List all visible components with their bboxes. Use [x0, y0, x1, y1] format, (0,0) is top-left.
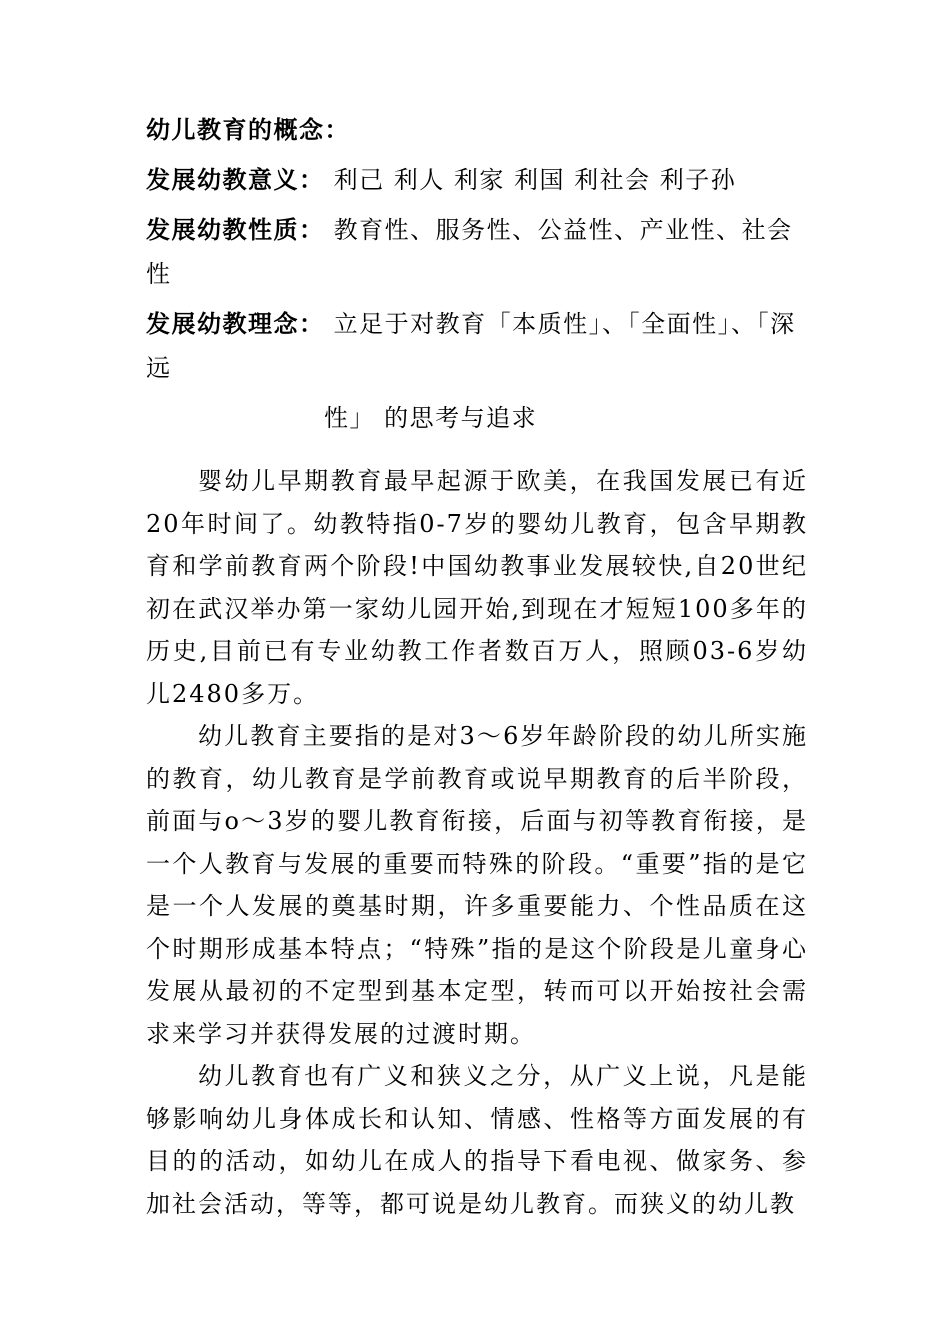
- concept-row: [146, 302, 808, 390]
- body-paragraph-1: 婴幼儿早期教育最早起源于欧美，在我国发展已有近20年时间了。幼教特指0-7岁的婴幼儿教育，包含早期教育和学前教育两个阶段!中国幼教事业发展较快,自20世纪初在武汉举办第一家幼儿园开始,到现在才短短100多年的历史,目前已有专业幼教工作者数百万人，照顾03-6岁幼儿2480多万。: [146, 467, 808, 708]
- section-spacer: [146, 440, 808, 460]
- significance-row: [146, 158, 808, 202]
- concept-text: 立足于对教育「本质性」、「全面性」、「深远: [146, 310, 796, 382]
- nature-text: 教育性、服务性、公益性、产业性、社会性: [146, 216, 793, 288]
- body-paragraph-2: 幼儿教育主要指的是对3～6岁年龄阶段的幼儿所实施的教育，幼儿教育是学前教育或说早期教育的后半阶段，前面与o～3岁的婴儿教育衔接，后面与初等教育衔接，是一个人教育与发展的重要而特殊的阶段。“重要”指的是它是一个人发展的奠基时期，许多重要能力、个性品质在这个时期形成基本特点；“特殊”指的是这个阶段是儿童身心发展从最初的不定型到基本定型，转而可以开始按社会需求来学习并获得发展的过渡时期。: [146, 722, 808, 1048]
- significance-text: 利己 利人 利家 利国 利社会 利子孙: [324, 166, 737, 194]
- significance-label: 发展幼教意义：: [146, 165, 325, 194]
- concept-text-tail: 性」 的思考与追求: [324, 404, 538, 432]
- body-paragraph-3: 幼儿教育也有广义和狭义之分，从广义上说，凡是能够影响幼儿身体成长和认知、情感、性格等方面发展的有目的的活动，如幼儿在成人的指导下看电视、做家务、参加社会活动，等等，都可说是幼儿教育。而狭义的幼儿教: [146, 1062, 808, 1218]
- document-title: 幼儿教育的概念：: [146, 115, 350, 144]
- nature-label: 发展幼教性质：: [146, 215, 325, 244]
- concept-label: 发展幼教理念：: [146, 309, 325, 338]
- nature-row: [146, 208, 808, 296]
- document-page: [146, 108, 808, 1225]
